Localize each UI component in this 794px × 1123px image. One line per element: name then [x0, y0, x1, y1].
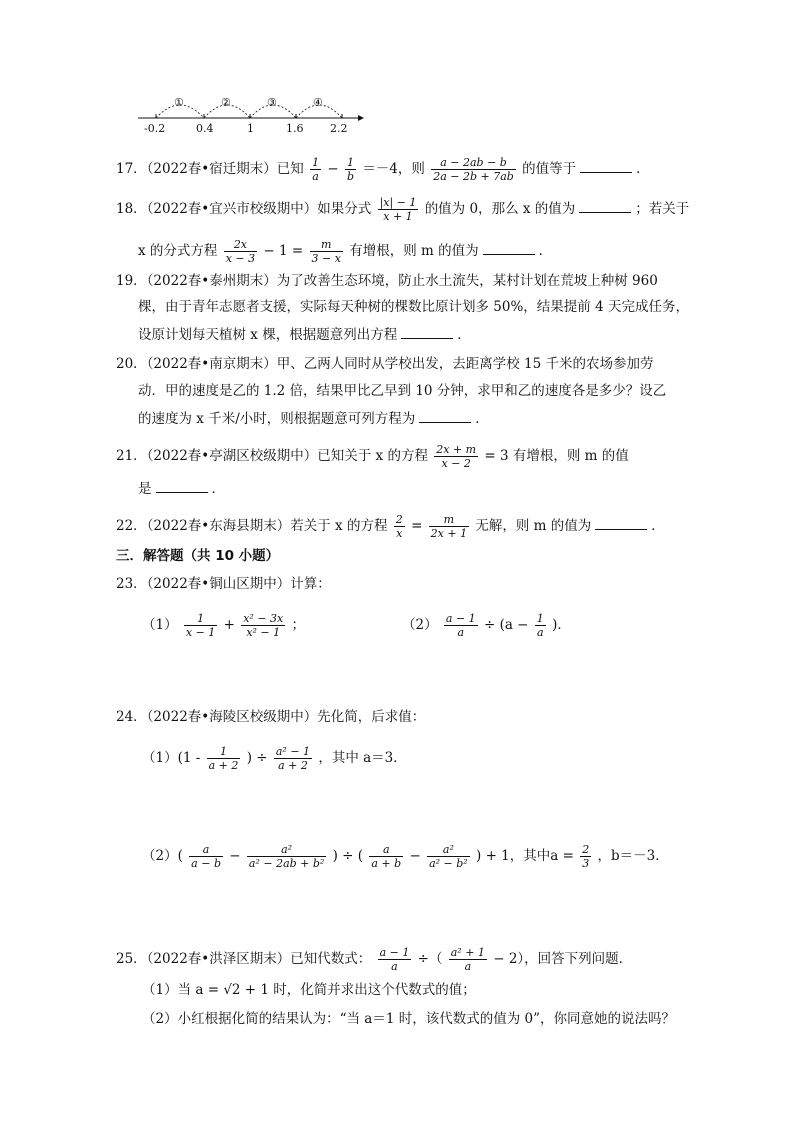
question-25-part-1: （1）当 a = √2 + 1 时，化简并求出这个代数式的值；: [142, 982, 476, 998]
answer-blank[interactable]: [401, 324, 453, 339]
question-21: 21．（2022春•亭湖区校级期中）已知关于 x 的方程 $\frac{2x + m}{x - 2}$ = 3 有增根，则 m 的值: [116, 443, 629, 470]
question-23-part-2: （2） $\frac{a - 1}{a}$ ÷ (a − $\frac{1}{a}$ )．: [402, 612, 571, 639]
answer-blank[interactable]: [579, 198, 631, 213]
question-20-line-2: 动．甲的速度是乙的 1.2 倍，结果甲比乙早到 10 分钟，求甲和乙的速度各是多少？设乙: [138, 383, 667, 399]
number-line-figure: [130, 90, 370, 140]
answer-blank[interactable]: [156, 478, 208, 493]
question-23: 23．（2022春•铜山区期中）计算：: [116, 576, 331, 592]
number-line-arrow: [358, 115, 364, 121]
question-20: 20．（2022春•南京期末）甲、乙两人同时从学校出发，去距离学校 15 千米的农场参加劳: [116, 356, 654, 372]
question-25-part-2: （2）小红根据化简的结果认为：“当 a＝1 时，该代数式的值为 0”，你同意她的说法吗？: [142, 1011, 675, 1027]
step-label-4: ④: [313, 96, 323, 109]
question-25: 25．（2022春•洪泽区期末）已知代数式： $\frac{a - 1}{a}$ ÷（ $\frac{\text{a² + 1}}{a}$ − 2），回答下列问题．: [116, 946, 633, 973]
step-label-3: ③: [267, 96, 277, 109]
tick-label: -0.2: [144, 122, 166, 135]
question-23-part-1: （1） $\frac{1}{x - 1}$ + $\frac{\text{x² − 3x}}{\text{x² − 1}}$ ；: [142, 612, 306, 639]
question-19-line-2: 棵，由于青年志愿者支援，实际每天种树的棵数比原计划多 50%，结果提前 4 天完成任务，: [138, 299, 689, 315]
question-18-line-2: x 的分式方程 $\frac{2x}{x - 3}$ − 1 = $\frac{m}{3 - x}$ 有增根，则 m 的值为 ．: [138, 238, 553, 265]
question-21-line-2: 是 ．: [138, 478, 225, 499]
answer-blank[interactable]: [580, 158, 632, 173]
tick-label: 1.6: [286, 122, 304, 135]
question-22: 22．（2022春•东海县期末）若关于 x 的方程 $\frac{2}{x}$ = $\frac{m}{2x + 1}$ 无解，则 m 的值为 ．: [116, 513, 665, 540]
answer-blank[interactable]: [595, 515, 647, 530]
answer-blank[interactable]: [483, 240, 535, 255]
tick-label: 2.2: [330, 122, 348, 135]
tick-label: 1: [247, 122, 254, 135]
tick-label: 0.4: [196, 122, 214, 135]
question-17: 17．（2022春•宿迁期末）已知 $\frac{1}{a}$ − $\frac{1}{b}$ ＝－4，则 $\frac{a - 2ab - b}{2a - 2b + 7ab}$ 的值等于 ．: [116, 156, 650, 183]
question-24-part-1: （1）(1 - $\frac{1}{a + 2}$ ) ÷ $\frac{\text{a² − 1}}{a + 2}$ ，其中 a＝3．: [142, 745, 407, 772]
step-label-1: ①: [174, 96, 184, 109]
answer-blank[interactable]: [419, 408, 471, 423]
question-24: 24．（2022春•海陵区校级期中）先化简，后求值：: [116, 709, 426, 725]
question-19: 19．（2022春•泰州期末）为了改善生态环境，防止水土流失，某村计划在荒坡上种树 960: [116, 273, 658, 289]
question-20-line-3: 的速度为 x 千米/小时，则根据题意可列方程为 ．: [138, 408, 489, 429]
question-18: 18．（2022春•宜兴市校级期中）如果分式 $\frac{|x| - 1}{x + 1}$ 的值为 0，那么 x 的值为 ；若关于: [116, 196, 690, 223]
question-19-line-3: 设原计划每天植树 x 棵，根据题意列出方程 ．: [138, 324, 471, 345]
question-24-part-2: （2）( $\frac{a}{a - b}$ − $\frac{\text{a²}}{\text{a² − 2ab + b²}}$ ) ÷ ( $\frac{a}{a + b}$ − $\frac{\text{a²}}{\text{a² − b²}}$ ) + 1，其中a = $\frac{2}{3}$ ，b＝－3．: [142, 843, 669, 870]
section-heading: 三．解答题（共 10 小题）: [116, 548, 280, 564]
step-label-2: ②: [221, 96, 231, 109]
